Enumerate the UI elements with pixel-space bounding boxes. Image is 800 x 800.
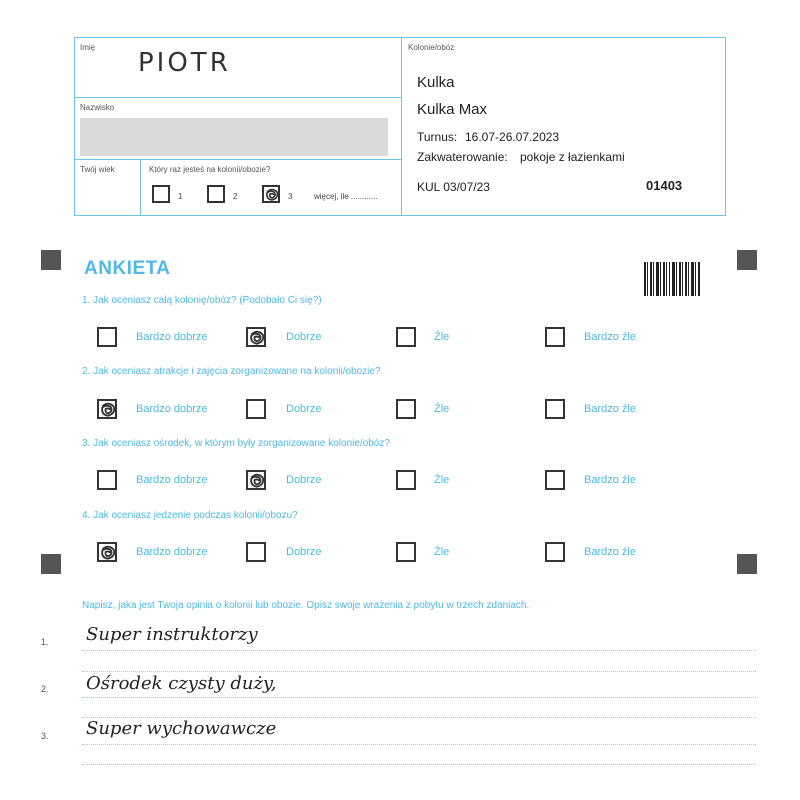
option-label: Dobrze — [286, 546, 322, 558]
option-label: Bardzo dobrze — [136, 474, 208, 486]
scribble-mark-icon — [249, 330, 265, 346]
times-checkbox-3[interactable] — [262, 185, 280, 203]
option-label: Bardzo dobrze — [136, 403, 208, 415]
opinion-instruction: Napisz, jaka jest Twoja opinia o kolonii lub obozie. Opisz swoje wrażenia z pobytu w trzech zdaniach. — [82, 600, 530, 611]
times-checkbox-1[interactable] — [152, 185, 170, 203]
option-label: Bardzo dobrze — [136, 546, 208, 558]
option-label: Źle — [434, 546, 450, 558]
times-option-label: 1 — [178, 192, 183, 201]
registration-marker — [41, 250, 61, 270]
q3-option-bad-checkbox[interactable] — [396, 470, 416, 490]
option-label: Bardzo dobrze — [136, 331, 208, 343]
registration-marker — [41, 554, 61, 574]
q2-option-very-bad-checkbox[interactable] — [545, 399, 565, 419]
accommodation-label: Zakwaterowanie: — [417, 150, 508, 164]
option-label: Źle — [434, 403, 450, 415]
q1-option-good-checkbox[interactable] — [246, 327, 266, 347]
q2-option-bad-checkbox[interactable] — [396, 399, 416, 419]
survey-title: ANKIETA — [84, 258, 171, 279]
header-row-line — [75, 97, 401, 98]
scribble-mark-icon — [249, 473, 265, 489]
first-name-label: Imię — [80, 43, 96, 52]
redacted-last-name — [80, 118, 388, 156]
camp-name: Kulka — [417, 74, 455, 91]
times-option-label: 3 — [288, 192, 293, 201]
header-divider — [401, 38, 402, 215]
option-label: Bardzo źle — [584, 403, 636, 415]
registration-marker — [737, 250, 757, 270]
writing-line — [82, 697, 756, 698]
registration-marker — [737, 554, 757, 574]
age-label: Twój wiek — [80, 165, 115, 174]
line-number: 2. — [41, 684, 49, 694]
option-label: Dobrze — [286, 403, 322, 415]
turnus-value: 16.07-26.07.2023 — [465, 130, 560, 144]
q4-option-very-good-checkbox[interactable] — [97, 542, 117, 562]
question-2: 2. Jak oceniasz atrakcje i zajęcia zorganizowane na kolonii/obozie? — [82, 366, 381, 377]
opinion-line-1[interactable]: Super instruktorzy — [86, 624, 258, 645]
turnus-label: Turnus: — [417, 130, 458, 144]
q4-option-very-bad-checkbox[interactable] — [545, 542, 565, 562]
times-option-label: 2 — [233, 192, 238, 201]
q1-option-bad-checkbox[interactable] — [396, 327, 416, 347]
question-1: 1. Jak oceniasz całą kolonię/obóz? (Podobało Ci się?) — [82, 295, 322, 306]
question-3: 3. Jak oceniasz ośrodek, w którym były zorganizowane kolonie/obóz? — [82, 438, 390, 449]
scribble-mark-icon — [100, 402, 116, 418]
scribble-mark-icon — [265, 188, 279, 202]
last-name-label: Nazwisko — [80, 103, 115, 112]
q2-option-good-checkbox[interactable] — [246, 399, 266, 419]
times-checkbox-2[interactable] — [207, 185, 225, 203]
option-label: Źle — [434, 474, 450, 486]
option-label: Dobrze — [286, 331, 322, 343]
first-name-value[interactable]: PIOTR — [138, 48, 231, 78]
camp-code: KUL 03/07/23 — [417, 180, 490, 194]
q4-option-good-checkbox[interactable] — [246, 542, 266, 562]
accommodation-value: pokoje z łazienkami — [520, 150, 625, 164]
camp-label: Kolonie/obóz — [408, 43, 455, 52]
header-row-line — [75, 159, 401, 160]
camp-name-secondary: Kulka Max — [417, 101, 488, 118]
times-label: Który raz jesteś na kolonii/obozie? — [149, 165, 271, 174]
barcode-icon — [644, 262, 700, 296]
option-label: Bardzo źle — [584, 546, 636, 558]
q3-option-very-bad-checkbox[interactable] — [545, 470, 565, 490]
opinion-line-3[interactable]: Super wychowawcze — [86, 718, 277, 739]
q3-option-very-good-checkbox[interactable] — [97, 470, 117, 490]
line-number: 1. — [41, 637, 49, 647]
times-option-more-label: więcej, ile ............ — [314, 192, 378, 201]
form-number: 01403 — [646, 178, 683, 193]
scribble-mark-icon — [100, 545, 116, 561]
q2-option-very-good-checkbox[interactable] — [97, 399, 117, 419]
opinion-line-2[interactable]: Ośrodek czysty duży, — [86, 673, 277, 694]
option-label: Dobrze — [286, 474, 322, 486]
option-label: Bardzo źle — [584, 474, 636, 486]
q4-option-bad-checkbox[interactable] — [396, 542, 416, 562]
q1-option-very-bad-checkbox[interactable] — [545, 327, 565, 347]
header-age-divider — [140, 159, 141, 215]
line-number: 3. — [41, 731, 49, 741]
q1-option-very-good-checkbox[interactable] — [97, 327, 117, 347]
writing-line — [82, 764, 756, 765]
q3-option-good-checkbox[interactable] — [246, 470, 266, 490]
writing-line — [82, 744, 756, 745]
writing-line — [82, 671, 756, 672]
option-label: Źle — [434, 331, 450, 343]
writing-line — [82, 650, 756, 651]
question-4: 4. Jak oceniasz jedzenie podczas kolonii/obozu? — [82, 510, 298, 521]
option-label: Bardzo źle — [584, 331, 636, 343]
